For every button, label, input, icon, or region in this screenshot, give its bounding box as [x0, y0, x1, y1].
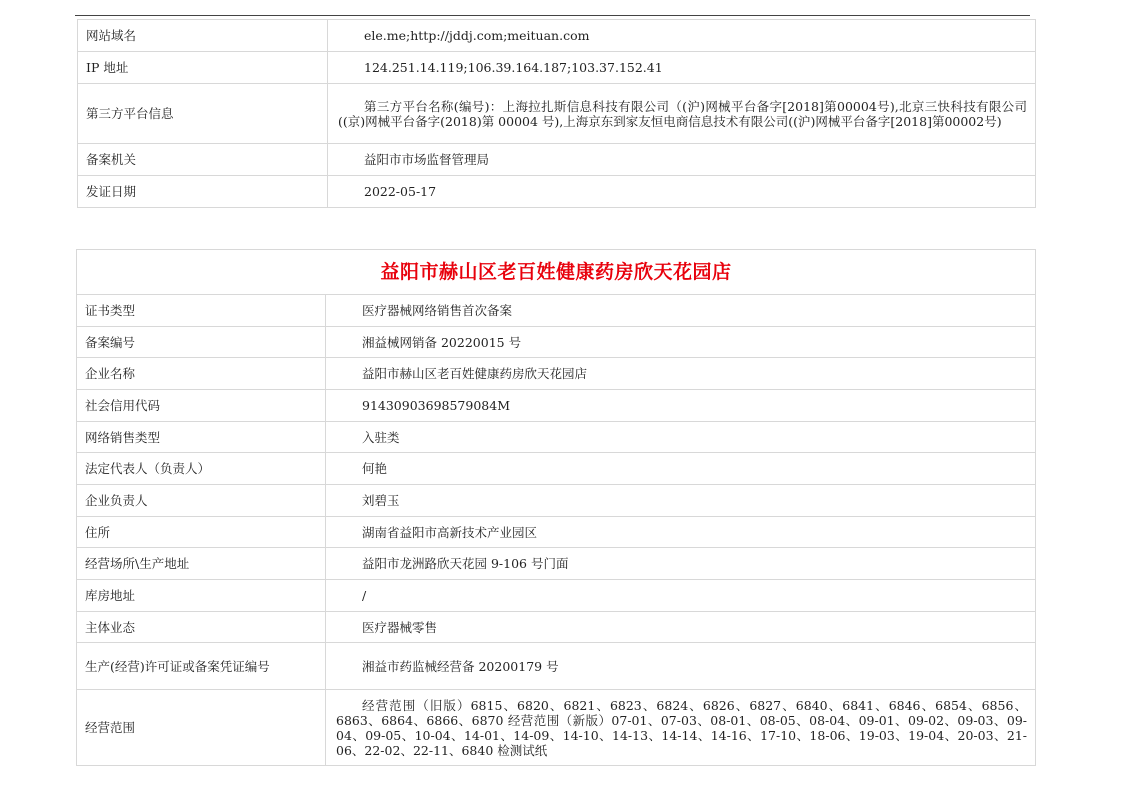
store-title: 益阳市赫山区老百姓健康药房欣天花园店 [77, 250, 1036, 295]
table-row [77, 327, 1036, 358]
business-form-label: 主体业态 [77, 612, 326, 643]
company-name-value: 益阳市赫山区老百姓健康药房欣天花园店 [326, 358, 1036, 390]
table-row [77, 517, 1036, 548]
website-info-table [77, 19, 1036, 208]
table-row [77, 580, 1036, 612]
table-row [77, 690, 1036, 766]
table-row [77, 295, 1036, 327]
sales-type-value: 入驻类 [326, 422, 1036, 453]
company-name-label: 企业名称 [77, 358, 326, 390]
credit-code-value: 91430903698579084M [326, 390, 1036, 422]
table-row [78, 144, 1036, 176]
ip-value: 124.251.14.119;106.39.164.187;103.37.152.41 [328, 52, 1036, 84]
issue-date-value: 2022-05-17 [328, 176, 1036, 208]
store-record-table [76, 249, 1036, 766]
table-row [78, 52, 1036, 84]
issue-date-label: 发证日期 [78, 176, 328, 208]
credit-code-label: 社会信用代码 [77, 390, 326, 422]
warehouse-value: / [326, 580, 1036, 612]
license-number-label: 生产(经营)许可证或备案凭证编号 [77, 643, 326, 690]
record-number-label: 备案编号 [77, 327, 326, 358]
table-row [78, 176, 1036, 208]
table-row [77, 643, 1036, 690]
domain-label: 网站域名 [78, 20, 328, 52]
table-row [77, 422, 1036, 453]
business-scope-value: 经营范围（旧版）6815、6820、6821、6823、6824、6826、6827、6840、6841、6846、6854、6856、6863、6864、6866、6870 经营范围（新版）07-01、07-03、08-01、08-05、08-04、09-01、09-02、09-03、09-04、09-05、10-04、14-01、14-09、14-10、14-13、14-14、14-16、17-10、18-06、19-03、19-04、20-03、21-06、22-02、22-11、6840 检测试纸 [326, 690, 1036, 766]
residence-value: 湖南省益阳市高新技术产业园区 [326, 517, 1036, 548]
record-number-value: 湘益械网销备 20220015 号 [326, 327, 1036, 358]
table-row [77, 358, 1036, 390]
third-party-value: 第三方平台名称(编号)：上海拉扎斯信息科技有限公司（(沪)网械平台备字[2018]第00004号),北京三快科技有限公司((京)网械平台备字(2018)第 00004 号),上海京东到家友恒电商信息技术有限公司((沪)网械平台备字[2018]第00002号) [328, 84, 1036, 144]
company-head-label: 企业负责人 [77, 485, 326, 517]
license-number-value: 湘益市药监械经营备 20200179 号 [326, 643, 1036, 690]
filing-authority-label: 备案机关 [78, 144, 328, 176]
table-row [78, 20, 1036, 52]
legal-rep-label: 法定代表人（负责人） [77, 453, 326, 485]
sales-type-label: 网络销售类型 [77, 422, 326, 453]
ip-label: IP 地址 [78, 52, 328, 84]
table-row [78, 84, 1036, 144]
table-row [77, 612, 1036, 643]
business-scope-label: 经营范围 [77, 690, 326, 766]
company-head-value: 刘碧玉 [326, 485, 1036, 517]
legal-rep-value: 何艳 [326, 453, 1036, 485]
business-address-label: 经营场所\生产地址 [77, 548, 326, 580]
business-address-value: 益阳市龙洲路欣天花园 9-106 号门面 [326, 548, 1036, 580]
table-row [77, 485, 1036, 517]
warehouse-label: 库房地址 [77, 580, 326, 612]
business-form-value: 医疗器械零售 [326, 612, 1036, 643]
third-party-label: 第三方平台信息 [78, 84, 328, 144]
cert-type-label: 证书类型 [77, 295, 326, 327]
table-row [77, 453, 1036, 485]
top-rule [75, 15, 1030, 16]
table-row [77, 548, 1036, 580]
table-row [77, 390, 1036, 422]
title-row [77, 250, 1036, 295]
residence-label: 住所 [77, 517, 326, 548]
filing-authority-value: 益阳市市场监督管理局 [328, 144, 1036, 176]
cert-type-value: 医疗器械网络销售首次备案 [326, 295, 1036, 327]
domain-value: ele.me;http://jddj.com;meituan.com [328, 20, 1036, 52]
